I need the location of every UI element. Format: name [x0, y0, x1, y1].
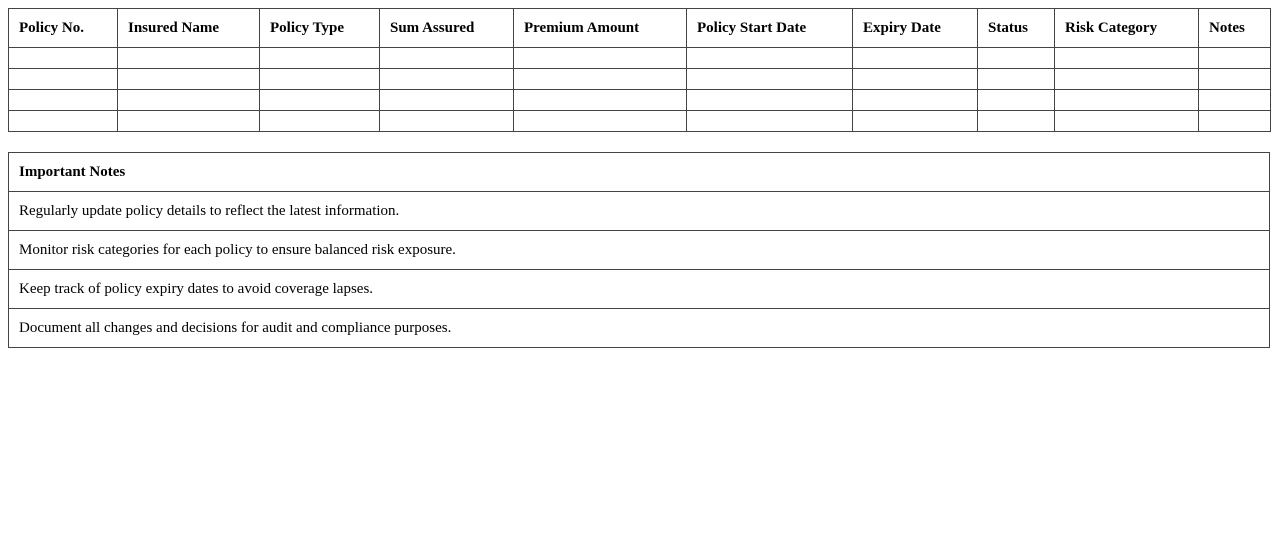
table-cell[interactable]: [1055, 48, 1199, 69]
table-cell[interactable]: [978, 90, 1055, 111]
table-cell[interactable]: [687, 48, 853, 69]
table-row: [9, 90, 1271, 111]
table-cell[interactable]: [9, 90, 118, 111]
table-cell[interactable]: [978, 48, 1055, 69]
table-cell[interactable]: [978, 69, 1055, 90]
note-text: Document all changes and decisions for audit and compliance purposes.: [9, 309, 1270, 348]
table-cell[interactable]: [1199, 90, 1271, 111]
table-cell[interactable]: [1199, 69, 1271, 90]
table-cell[interactable]: [687, 111, 853, 132]
table-cell[interactable]: [514, 69, 687, 90]
table-cell[interactable]: [118, 90, 260, 111]
table-cell[interactable]: [118, 48, 260, 69]
list-item: [9, 231, 1270, 270]
table-cell[interactable]: [1199, 111, 1271, 132]
table-cell[interactable]: [687, 69, 853, 90]
table-cell[interactable]: [260, 111, 380, 132]
table-cell[interactable]: [118, 111, 260, 132]
table-cell[interactable]: [514, 90, 687, 111]
list-item: [9, 309, 1270, 348]
table-cell[interactable]: [1055, 111, 1199, 132]
table-cell[interactable]: [260, 90, 380, 111]
table-row: [9, 69, 1271, 90]
notes-header-row: [9, 153, 1270, 192]
table-cell[interactable]: [514, 111, 687, 132]
note-text: Monitor risk categories for each policy to ensure balanced risk exposure.: [9, 231, 1270, 270]
column-header-notes: Notes: [1199, 9, 1271, 48]
table-cell[interactable]: [978, 111, 1055, 132]
table-cell[interactable]: [380, 90, 514, 111]
policy-table: [8, 8, 1271, 132]
table-row: [9, 111, 1271, 132]
table-cell[interactable]: [687, 90, 853, 111]
table-cell[interactable]: [1055, 69, 1199, 90]
column-header-risk-category: Risk Category: [1055, 9, 1199, 48]
table-cell[interactable]: [1055, 90, 1199, 111]
column-header-policy-type: Policy Type: [260, 9, 380, 48]
note-text: Keep track of policy expiry dates to avoid coverage lapses.: [9, 270, 1270, 309]
table-cell[interactable]: [853, 111, 978, 132]
table-row: [9, 48, 1271, 69]
list-item: [9, 270, 1270, 309]
column-header-premium-amount: Premium Amount: [514, 9, 687, 48]
column-header-status: Status: [978, 9, 1055, 48]
column-header-expiry-date: Expiry Date: [853, 9, 978, 48]
table-cell[interactable]: [380, 69, 514, 90]
table-cell[interactable]: [1199, 48, 1271, 69]
table-cell[interactable]: [380, 48, 514, 69]
table-cell[interactable]: [853, 48, 978, 69]
table-cell[interactable]: [9, 48, 118, 69]
table-cell[interactable]: [260, 48, 380, 69]
table-cell[interactable]: [9, 69, 118, 90]
important-notes-table: [8, 152, 1270, 348]
column-header-sum-assured: Sum Assured: [380, 9, 514, 48]
column-header-insured-name: Insured Name: [118, 9, 260, 48]
column-header-policy-start-date: Policy Start Date: [687, 9, 853, 48]
list-item: [9, 192, 1270, 231]
note-text: Regularly update policy details to reflect the latest information.: [9, 192, 1270, 231]
table-cell[interactable]: [380, 111, 514, 132]
table-cell[interactable]: [9, 111, 118, 132]
table-cell[interactable]: [260, 69, 380, 90]
column-header-policy-no: Policy No.: [9, 9, 118, 48]
table-cell[interactable]: [118, 69, 260, 90]
table-cell[interactable]: [514, 48, 687, 69]
table-cell[interactable]: [853, 69, 978, 90]
table-cell[interactable]: [853, 90, 978, 111]
policy-table-header-row: [9, 9, 1271, 48]
important-notes-heading: Important Notes: [9, 153, 1270, 192]
